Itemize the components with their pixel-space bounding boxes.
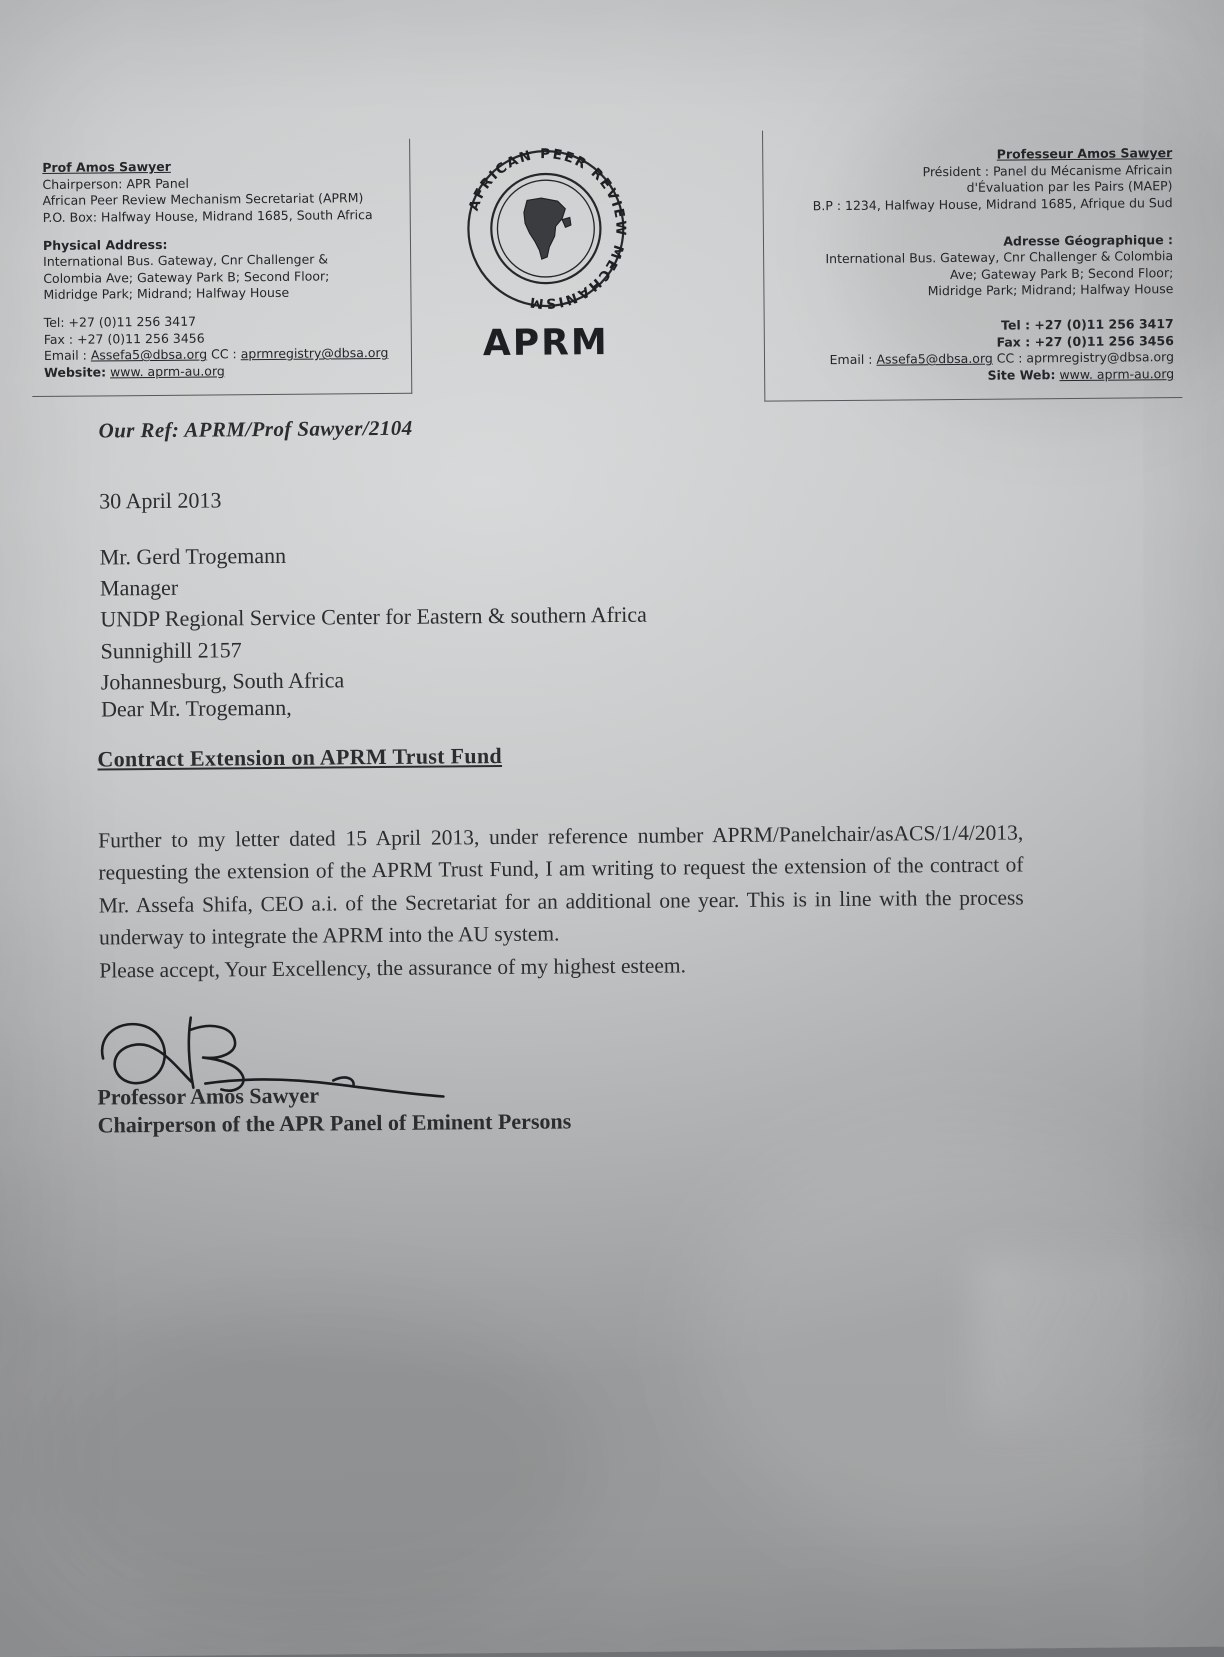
physical-address-line2: Colombia Ave; Gateway Park B; Second Floor; — [43, 268, 330, 286]
physical-address-label: Physical Address: — [42, 236, 168, 253]
cc-email-address-en[interactable]: aprmregistry@dbsa.org — [240, 345, 389, 362]
letterhead-name-en: Prof Amos Sawyer — [42, 158, 171, 175]
our-ref: Our Ref: APRM/Prof Sawyer/2104 — [98, 415, 413, 443]
email-address-fr[interactable]: Assefa5@dbsa.org — [876, 350, 993, 367]
email-line-en — [44, 345, 397, 365]
signer-title: Chairperson of the APR Panel of Eminent Persons — [97, 1108, 572, 1138]
aprm-logo — [439, 140, 651, 407]
cc-label-fr: CC : — [996, 350, 1023, 366]
bleed-through-text — [387, 477, 1147, 517]
cc-label-en: CC : — [211, 346, 237, 362]
address-fr-line3: Midridge Park; Midrand; Halfway House — [927, 281, 1174, 299]
letter-paragraph-2: Please accept, Your Excellency, the assurance of my highest esteem. — [99, 953, 687, 983]
website-line-en — [44, 362, 397, 382]
recipient-name: Mr. Gerd Trogemann — [99, 542, 287, 570]
aprm-acronym: APRM — [482, 322, 609, 365]
address-label-fr: Adresse Géographique : — [1003, 231, 1174, 249]
recipient-street: Sunnighill 2157 — [100, 636, 242, 664]
letter-date: 30 April 2013 — [99, 487, 222, 514]
letterhead-pobox-en: P.O. Box: Halfway House, Midrand 1685, South Africa — [42, 206, 373, 225]
letterhead-name-fr: Professeur Amos Sawyer — [996, 145, 1173, 162]
email-address-en[interactable]: Assefa5@dbsa.org — [90, 346, 208, 363]
signer-name: Professor Amos Sawyer — [97, 1082, 320, 1110]
fax-en: Fax : +27 (0)11 256 3456 — [43, 330, 205, 347]
email-label-fr: Email : — [829, 351, 873, 368]
recipient-org: UNDP Regional Service Center for Eastern & southern Africa — [100, 602, 647, 632]
recipient-address — [100, 537, 648, 698]
telephone-en: Tel: +27 (0)11 256 3417 — [43, 313, 197, 330]
physical-address-line1: International Bus. Gateway, Cnr Challenger & — [43, 251, 329, 270]
letter-paragraph-1: Further to my letter dated 15 April 2013, under reference number APRM/Panelchair/asACS/1/4/2013, requesting the extension of the APRM Trust Fund, I am writing to request the extension of the contract of Mr. Assefa Shifa, CEO a.i. of the Secretariat for an additional one year. This is in line with the process underway to integrate the APRM into the AU system. — [98, 820, 1024, 950]
salutation: Dear Mr. Trogemann, — [100, 694, 292, 722]
recipient-city: Johannesburg, South Africa — [100, 667, 345, 695]
fax-fr: Fax : +27 (0)11 256 3456 — [996, 332, 1174, 350]
letterhead-role-en: Chairperson: APR Panel — [42, 175, 189, 192]
email-label-en: Email : — [43, 347, 87, 364]
letter-subject: Contract Extension on APRM Trust Fund — [97, 742, 503, 772]
letterhead-bp-fr: B.P : 1234, Halfway House, Midrand 1685, Afrique du Sud — [812, 194, 1173, 214]
letterhead-org-en: African Peer Review Mechanism Secretariat (APRM) — [42, 190, 364, 209]
website-label-fr: Site Web: — [987, 367, 1056, 383]
address-fr-line1: International Bus. Gateway, Cnr Challenger & Colombia — [825, 248, 1174, 267]
africa-map-icon — [524, 198, 571, 260]
aprm-seal-icon — [457, 140, 635, 318]
website-url-fr[interactable]: www. aprm-au.org — [1059, 365, 1175, 382]
cc-email-address-fr[interactable]: aprmregistry@dbsa.org — [1026, 349, 1175, 366]
letterhead-role-fr-line2: d'Évaluation par les Pairs (MAEP) — [966, 178, 1173, 196]
recipient-title: Manager — [99, 575, 179, 601]
telephone-fr: Tel : +27 (0)11 256 3417 — [1001, 316, 1174, 333]
physical-address-line3: Midridge Park; Midrand; Halfway House — [43, 285, 290, 303]
website-label-en: Website: — [44, 364, 107, 380]
svg-text:AFRICAN PEER REVIEW MECHANISM: AFRICAN PEER REVIEW MECHANISM — [465, 146, 629, 312]
website-line-fr — [779, 366, 1174, 386]
letterhead-english — [30, 139, 412, 397]
address-fr-line2: Ave; Gateway Park B; Second Floor; — [949, 264, 1174, 282]
letterhead-role-fr-line1: Président : Panel du Mécanisme Africain — [922, 161, 1173, 179]
letterhead-french — [762, 127, 1182, 401]
website-url-en[interactable]: www. aprm-au.org — [109, 363, 225, 380]
